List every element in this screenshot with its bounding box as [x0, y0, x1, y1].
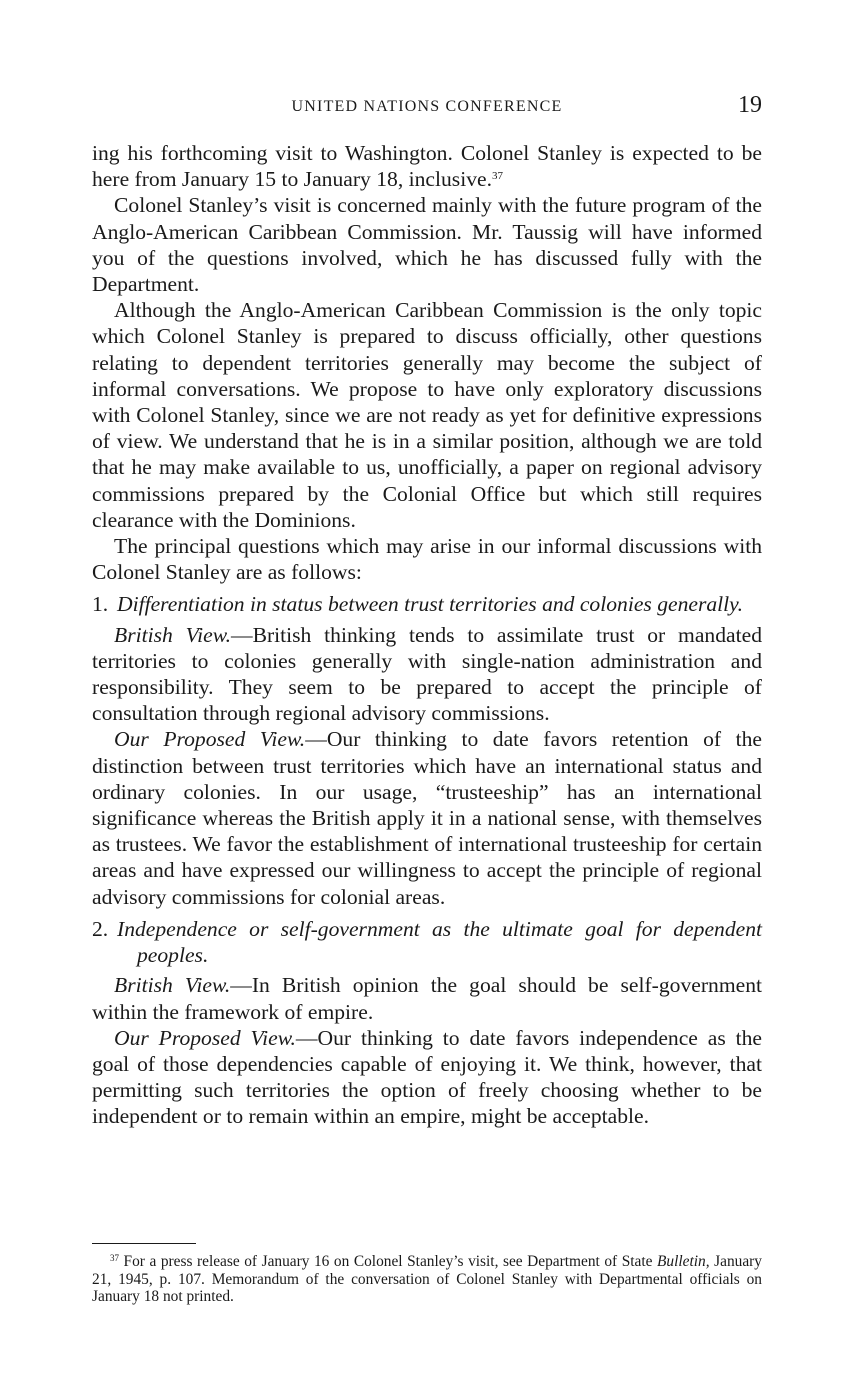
- running-title: UNITED NATIONS CONFERENCE: [291, 98, 563, 115]
- view-label: British View.: [114, 622, 231, 647]
- view-text: —In British opinion the goal should be self-government within the framework of empire.: [92, 973, 762, 1024]
- footnote-reference: 37: [491, 170, 503, 183]
- question-heading: [92, 916, 762, 968]
- paragraph: Although the Anglo-American Caribbean Commission is the only topic which Colonel Stanley is prepared to discuss officially, other questions relating to dependent territories generally may become the subject of informal conversations. We propose to have only exploratory discussions with Colonel Stanley, since we are not ready as yet for definitive expressions of view. We understand that he is in a similar position, although we are told that he may make available to us, unofficially, a paper on regional advisory commissions prepared by the Colonial Office but which still requires clearance with the Dominions.: [92, 298, 762, 532]
- view-text: —Our thinking to date favors retention of the distinction between trust territories which have an international status and ordinary colonies. In our usage, “trusteeship” has an international significance whereas the British apply it in a national sense, with themselves as trustees. We favor the establishment of international trusteeship for certain areas and have expressed our willingness to accept the principle of regional advisory commissions for colonial areas.: [92, 727, 762, 909]
- footnote-text: January 21, 1945, p. 107. Memorandum of the conversation of Colonel Stanley with Departmental officials on January 18 not printed.: [92, 1253, 762, 1305]
- question-title: Differentiation in status between trust territories and colonies generally.: [117, 592, 743, 617]
- view-label: Our Proposed View.: [114, 727, 306, 752]
- paragraph: [92, 1025, 762, 1130]
- question-number: 1.: [92, 592, 109, 617]
- footnote-italic: Bulletin,: [657, 1253, 710, 1270]
- paragraph: [92, 622, 762, 727]
- paragraph: [92, 726, 762, 909]
- footnote-marker: 37: [110, 1253, 119, 1263]
- paragraph: [92, 140, 762, 192]
- body-text: [92, 140, 762, 1130]
- running-header: [92, 92, 762, 126]
- page-number: 19: [738, 92, 762, 118]
- question-number: 2.: [92, 916, 109, 941]
- question-heading: [92, 591, 762, 617]
- paragraph: The principal questions which may arise in our informal discussions with Colonel Stanley are as follows:: [92, 534, 762, 585]
- paragraph-text: ing his forthcoming visit to Washington. Colonel Stanley is expected to be here from January 15 to January 18, inclusive.: [92, 141, 762, 192]
- footnote: [92, 1253, 762, 1306]
- paragraph: Colonel Stanley’s visit is concerned mainly with the future program of the Anglo-American Caribbean Commission. Mr. Taussig will have informed you of the questions involved, which he has discussed fully with the Department.: [92, 193, 762, 297]
- view-text: —British thinking tends to assimilate trust or mandated territories to colonies generally with single-nation administration and responsibility. They seem to be prepared to accept the principle of consultation through regional advisory commissions.: [92, 622, 762, 726]
- paragraph: [92, 972, 762, 1024]
- view-label: British View.: [114, 973, 231, 998]
- view-label: Our Proposed View.: [114, 1025, 296, 1050]
- footnote-text: For a press release of January 16 on Colonel Stanley’s visit, see Department of State: [119, 1253, 658, 1270]
- footnote-divider: [92, 1243, 196, 1244]
- question-title: Independence or self-government as the ultimate goal for dependent peoples.: [117, 916, 762, 968]
- view-text: —Our thinking to date favors independence as the goal of those dependencies capable of enjoying it. We think, however, that permitting such territories the option of freely choosing whether to be independent or to remain within an empire, might be acceptable.: [92, 1025, 762, 1129]
